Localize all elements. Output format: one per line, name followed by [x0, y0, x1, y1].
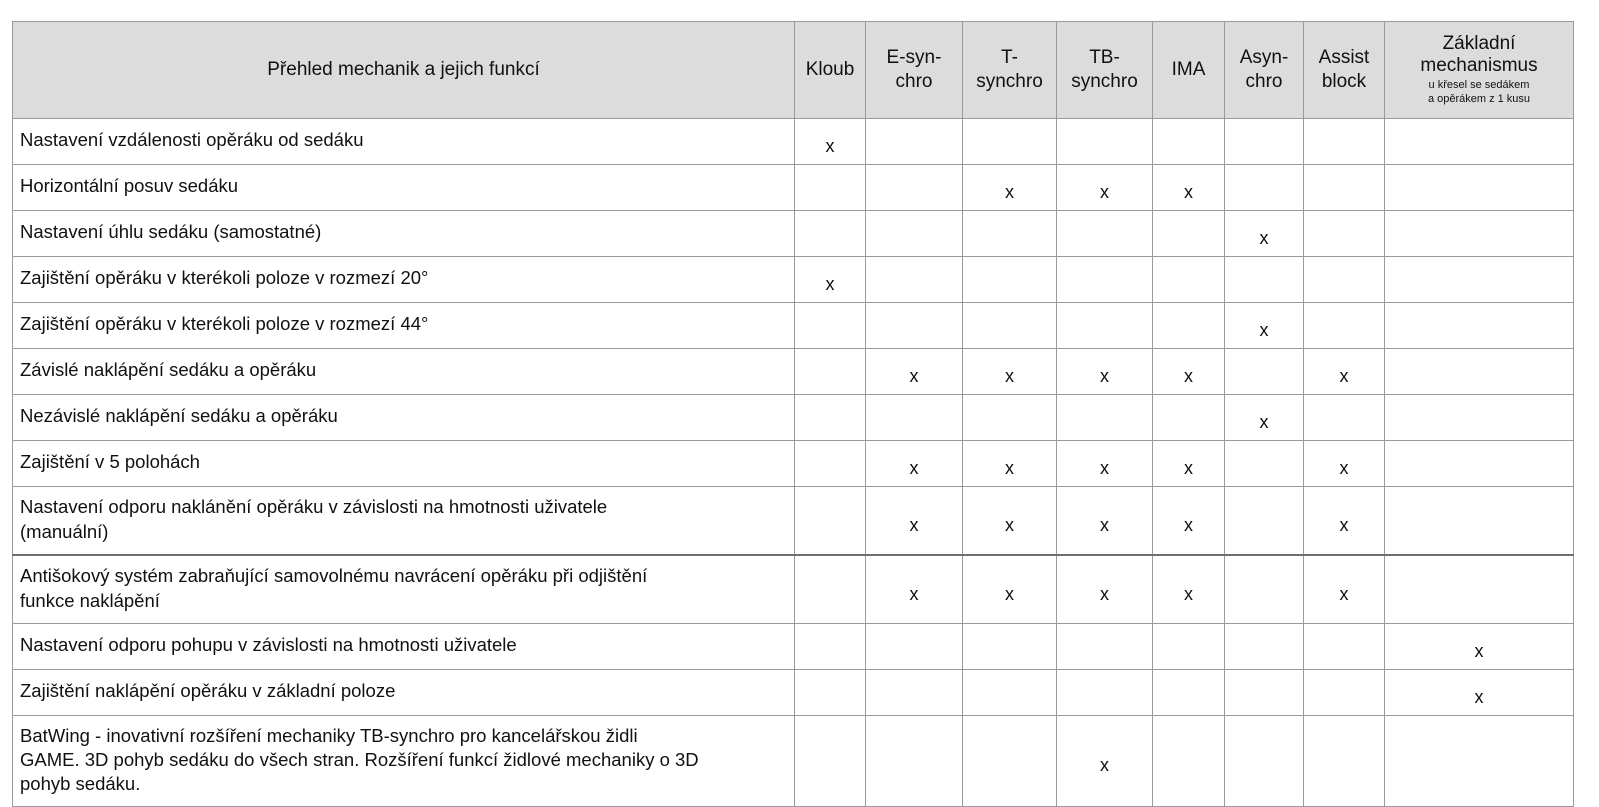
col-header-t-synchro [963, 22, 1057, 119]
col-header-label: Assist block [1318, 47, 1370, 92]
check-mark: x [1005, 457, 1014, 478]
col-header-label: Asyn- chro [1239, 47, 1289, 92]
mark-cell-tb-synchro [1057, 441, 1153, 487]
table-row [13, 670, 1574, 716]
row-label: Nastavení odporu naklánění opěráku v závislosti na hmotnosti uživatele (manuální) [13, 487, 795, 556]
row-label: Zajištění opěráku v kterékoli poloze v rozmezí 20° [13, 257, 795, 303]
mark-cell-kloub [795, 349, 866, 395]
mark-cell-zakladni [1385, 303, 1574, 349]
row-label: Závislé naklápění sedáku a opěráku [13, 349, 795, 395]
mark-cell-kloub [795, 487, 866, 556]
check-mark: x [1259, 411, 1269, 432]
mark-cell-assist-block [1304, 395, 1385, 441]
check-mark: x [1100, 181, 1109, 202]
table-row [13, 716, 1574, 807]
mark-cell-asynchro [1225, 716, 1304, 807]
mark-cell-t-synchro [963, 670, 1057, 716]
mark-cell-tb-synchro [1057, 555, 1153, 624]
row-label: Zajištění v 5 polohách [13, 441, 795, 487]
mark-cell-zakladni [1385, 257, 1574, 303]
row-label: Nastavení vzdálenosti opěráku od sedáku [13, 119, 795, 165]
col-header-sublabel: u křesel se sedákem a opěrákem z 1 kusu [1427, 79, 1531, 105]
mark-cell-tb-synchro [1057, 349, 1153, 395]
check-mark: x [1339, 457, 1349, 478]
mark-cell-ima [1153, 555, 1225, 624]
mark-cell-t-synchro [963, 349, 1057, 395]
mark-cell-t-synchro [963, 119, 1057, 165]
mark-cell-e-synchro [866, 303, 963, 349]
mark-cell-t-synchro [963, 487, 1057, 556]
mark-cell-t-synchro [963, 395, 1057, 441]
table-row [13, 487, 1574, 556]
check-mark: x [1259, 227, 1269, 248]
mark-cell-e-synchro [866, 395, 963, 441]
check-mark: x [1184, 514, 1193, 535]
mark-cell-tb-synchro [1057, 716, 1153, 807]
mark-cell-tb-synchro [1057, 211, 1153, 257]
table-row [13, 303, 1574, 349]
mark-cell-kloub [795, 395, 866, 441]
check-mark: x [909, 365, 919, 386]
table-row [13, 257, 1574, 303]
col-header-e-synchro [866, 22, 963, 119]
mark-cell-kloub [795, 670, 866, 716]
mark-cell-e-synchro [866, 119, 963, 165]
mark-cell-asynchro [1225, 555, 1304, 624]
mark-cell-assist-block [1304, 555, 1385, 624]
mark-cell-ima [1153, 716, 1225, 807]
mark-cell-e-synchro [866, 555, 963, 624]
check-mark: x [1184, 365, 1193, 386]
row-label: BatWing - inovativní rozšíření mechaniky TB-synchro pro kancelářskou židli GAME. 3D pohyb sedáku do všech stran. Rozšíření funkcí židlové mechaniky o 3D pohyb sedáku. [13, 716, 795, 807]
mark-cell-assist-block [1304, 119, 1385, 165]
mark-cell-t-synchro [963, 441, 1057, 487]
mark-cell-assist-block [1304, 624, 1385, 670]
check-mark: x [825, 273, 835, 294]
mark-cell-assist-block [1304, 716, 1385, 807]
check-mark: x [1474, 686, 1484, 707]
mark-cell-tb-synchro [1057, 670, 1153, 716]
mark-cell-kloub [795, 257, 866, 303]
mark-cell-tb-synchro [1057, 165, 1153, 211]
mark-cell-kloub [795, 211, 866, 257]
mark-cell-t-synchro [963, 303, 1057, 349]
table-body [13, 119, 1574, 807]
table-row [13, 441, 1574, 487]
check-mark: x [1005, 365, 1014, 386]
col-header-zakladni [1385, 22, 1574, 119]
mark-cell-tb-synchro [1057, 624, 1153, 670]
mark-cell-t-synchro [963, 211, 1057, 257]
mark-cell-e-synchro [866, 487, 963, 556]
check-mark: x [1474, 640, 1484, 661]
row-label: Zajištění naklápění opěráku v základní poloze [13, 670, 795, 716]
col-header-label: TB- synchro [1071, 47, 1138, 92]
mark-cell-kloub [795, 441, 866, 487]
check-mark: x [909, 514, 919, 535]
table-row [13, 555, 1574, 624]
mark-cell-e-synchro [866, 624, 963, 670]
table-row [13, 119, 1574, 165]
col-header-label: Kloub [805, 59, 855, 81]
table-row [13, 165, 1574, 211]
mark-cell-asynchro [1225, 165, 1304, 211]
check-mark: x [1184, 181, 1193, 202]
check-mark: x [1005, 181, 1014, 202]
check-mark: x [909, 583, 919, 604]
mark-cell-asynchro [1225, 670, 1304, 716]
col-header-label: E-syn- chro [886, 47, 942, 92]
row-label: Antišokový systém zabraňující samovolnému navrácení opěráku při odjištění funkce naklápění [13, 555, 795, 624]
mark-cell-assist-block [1304, 211, 1385, 257]
table-row [13, 624, 1574, 670]
mark-cell-e-synchro [866, 211, 963, 257]
check-mark: x [1184, 457, 1193, 478]
row-label: Zajištění opěráku v kterékoli poloze v rozmezí 44° [13, 303, 795, 349]
mark-cell-kloub [795, 119, 866, 165]
table-row [13, 349, 1574, 395]
mark-cell-ima [1153, 303, 1225, 349]
mark-cell-zakladni [1385, 165, 1574, 211]
mark-cell-ima [1153, 487, 1225, 556]
mark-cell-zakladni [1385, 211, 1574, 257]
mark-cell-kloub [795, 303, 866, 349]
check-mark: x [1184, 583, 1193, 604]
col-header-ima [1153, 22, 1225, 119]
mark-cell-zakladni [1385, 349, 1574, 395]
mark-cell-e-synchro [866, 257, 963, 303]
check-mark: x [1100, 514, 1109, 535]
mark-cell-e-synchro [866, 349, 963, 395]
mark-cell-ima [1153, 624, 1225, 670]
mark-cell-zakladni [1385, 670, 1574, 716]
mark-cell-tb-synchro [1057, 395, 1153, 441]
check-mark: x [1100, 755, 1109, 776]
col-header-label: Základní mechanismus [1420, 33, 1538, 77]
mark-cell-assist-block [1304, 165, 1385, 211]
check-mark: x [1005, 583, 1014, 604]
check-mark: x [1100, 365, 1109, 386]
mark-cell-assist-block [1304, 670, 1385, 716]
mark-cell-tb-synchro [1057, 487, 1153, 556]
mark-cell-tb-synchro [1057, 119, 1153, 165]
mark-cell-asynchro [1225, 395, 1304, 441]
check-mark: x [1339, 365, 1349, 386]
row-label: Nezávislé naklápění sedáku a opěráku [13, 395, 795, 441]
mark-cell-t-synchro [963, 555, 1057, 624]
col-header-tb-synchro [1057, 22, 1153, 119]
mark-cell-tb-synchro [1057, 303, 1153, 349]
mark-cell-kloub [795, 716, 866, 807]
mark-cell-zakladni [1385, 119, 1574, 165]
mark-cell-asynchro [1225, 441, 1304, 487]
mark-cell-ima [1153, 441, 1225, 487]
mark-cell-ima [1153, 165, 1225, 211]
mark-cell-assist-block [1304, 441, 1385, 487]
mark-cell-kloub [795, 165, 866, 211]
mark-cell-asynchro [1225, 303, 1304, 349]
mark-cell-kloub [795, 624, 866, 670]
mark-cell-e-synchro [866, 441, 963, 487]
mark-cell-assist-block [1304, 349, 1385, 395]
mark-cell-zakladni [1385, 716, 1574, 807]
check-mark: x [1100, 457, 1109, 478]
row-label: Nastavení úhlu sedáku (samostatné) [13, 211, 795, 257]
check-mark: x [1005, 514, 1014, 535]
mark-cell-zakladni [1385, 441, 1574, 487]
row-label: Horizontální posuv sedáku [13, 165, 795, 211]
col-header-assist-block [1304, 22, 1385, 119]
mark-cell-zakladni [1385, 555, 1574, 624]
mark-cell-ima [1153, 119, 1225, 165]
mark-cell-asynchro [1225, 257, 1304, 303]
table-title: Přehled mechanik a jejich funkcí [13, 22, 795, 119]
header-row [13, 22, 1574, 119]
mark-cell-e-synchro [866, 716, 963, 807]
check-mark: x [909, 457, 919, 478]
mechanics-table-container [12, 21, 1574, 807]
mark-cell-ima [1153, 395, 1225, 441]
mark-cell-ima [1153, 670, 1225, 716]
mark-cell-t-synchro [963, 624, 1057, 670]
mark-cell-ima [1153, 257, 1225, 303]
mark-cell-asynchro [1225, 211, 1304, 257]
mark-cell-zakladni [1385, 624, 1574, 670]
mark-cell-asynchro [1225, 624, 1304, 670]
row-label: Nastavení odporu pohupu v závislosti na hmotnosti uživatele [13, 624, 795, 670]
col-header-label: T- synchro [976, 47, 1043, 92]
check-mark: x [1259, 319, 1269, 340]
mark-cell-assist-block [1304, 303, 1385, 349]
mark-cell-zakladni [1385, 487, 1574, 556]
mark-cell-kloub [795, 555, 866, 624]
check-mark: x [1100, 583, 1109, 604]
col-header-kloub [795, 22, 866, 119]
mark-cell-ima [1153, 211, 1225, 257]
mark-cell-t-synchro [963, 716, 1057, 807]
check-mark: x [1339, 514, 1349, 535]
mark-cell-e-synchro [866, 670, 963, 716]
mark-cell-asynchro [1225, 487, 1304, 556]
col-header-asynchro [1225, 22, 1304, 119]
mark-cell-asynchro [1225, 349, 1304, 395]
mark-cell-assist-block [1304, 257, 1385, 303]
table-row [13, 211, 1574, 257]
mark-cell-tb-synchro [1057, 257, 1153, 303]
table-row [13, 395, 1574, 441]
mark-cell-assist-block [1304, 487, 1385, 556]
mark-cell-t-synchro [963, 165, 1057, 211]
mark-cell-zakladni [1385, 395, 1574, 441]
check-mark: x [1339, 583, 1349, 604]
mark-cell-e-synchro [866, 165, 963, 211]
mark-cell-asynchro [1225, 119, 1304, 165]
check-mark: x [825, 135, 835, 156]
mark-cell-t-synchro [963, 257, 1057, 303]
mechanics-table [12, 21, 1574, 807]
col-header-label: IMA [1171, 59, 1206, 81]
mark-cell-ima [1153, 349, 1225, 395]
